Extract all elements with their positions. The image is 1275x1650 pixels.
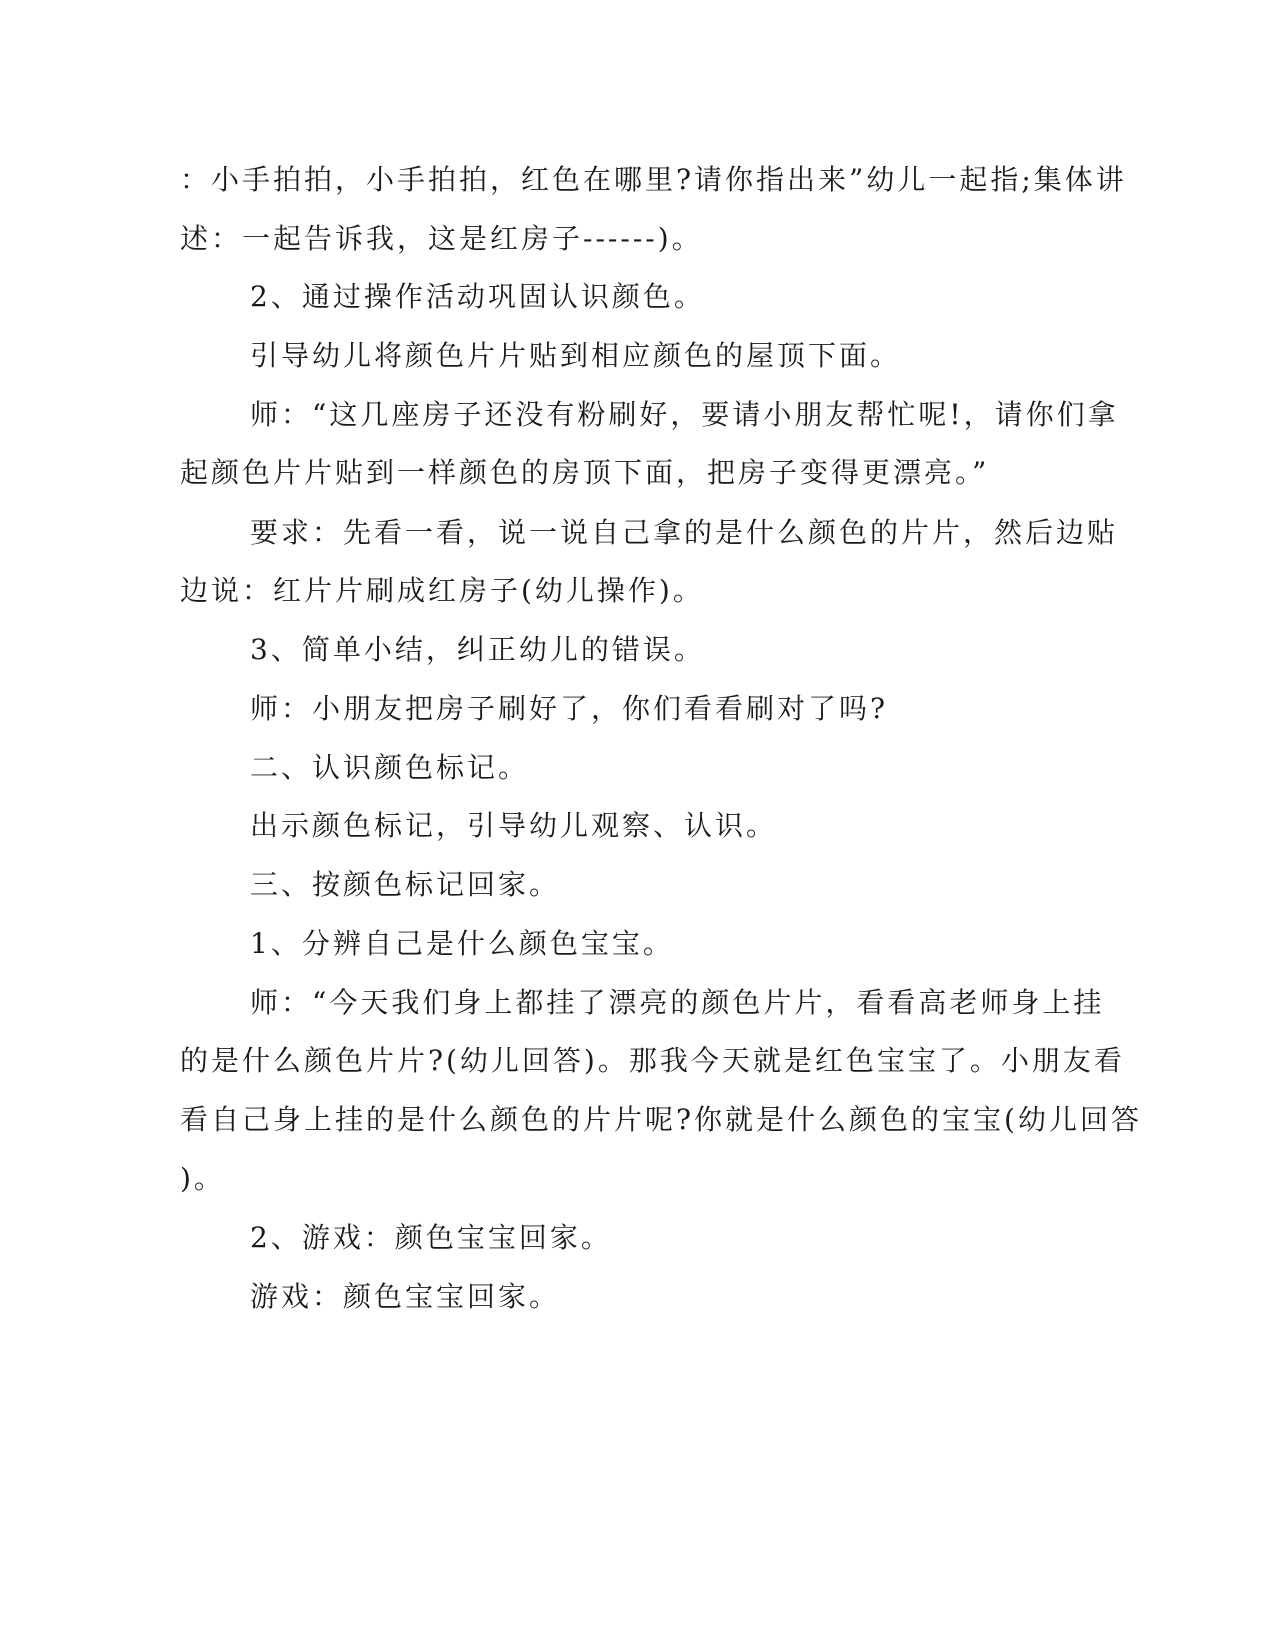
text-line: ：小手拍拍，小手拍拍，红色在哪里?请你指出来”幼儿一起指;集体讲 bbox=[180, 163, 1127, 196]
text-line: 游戏：颜色宝宝回家。 bbox=[250, 1280, 561, 1313]
text-line: 看自己身上挂的是什么颜色的片片呢?你就是什么颜色的宝宝(幼儿回答 bbox=[180, 1103, 1142, 1136]
text-line: 师：小朋友把房子刷好了，你们看看刷对了吗? bbox=[250, 692, 889, 725]
text-line: 出示颜色标记，引导幼儿观察、认识。 bbox=[250, 809, 778, 842]
text-line: 1、分辨自己是什么颜色宝宝。 bbox=[250, 927, 674, 960]
text-line: 三、按颜色标记回家。 bbox=[250, 868, 561, 901]
text-line: 起颜色片片贴到一样颜色的房顶下面，把房子变得更漂亮。” bbox=[180, 456, 990, 489]
text-line: 师：“今天我们身上都挂了漂亮的颜色片片，看看高老师身上挂 bbox=[250, 986, 1105, 1019]
text-line: 边说：红片片刷成红房子(幼儿操作)。 bbox=[180, 574, 704, 607]
text-line: 师：“这几座房子还没有粉刷好，要请小朋友帮忙呢!，请你们拿 bbox=[250, 398, 1119, 431]
text-line: )。 bbox=[180, 1162, 225, 1195]
text-line: 述：一起告诉我，这是红房子------)。 bbox=[180, 222, 703, 255]
text-line: 3、简单小结，纠正幼儿的错误。 bbox=[250, 633, 705, 666]
text-line: 2、游戏：颜色宝宝回家。 bbox=[250, 1221, 612, 1254]
text-line: 要求：先看一看，说一说自己拿的是什么颜色的片片，然后边贴 bbox=[250, 516, 1119, 549]
text-line: 2、通过操作活动巩固认识颜色。 bbox=[250, 280, 705, 313]
text-line: 引导幼儿将颜色片片贴到相应颜色的屋顶下面。 bbox=[250, 339, 902, 372]
text-line: 二、认识颜色标记。 bbox=[250, 751, 530, 784]
text-line: 的是什么颜色片片?(幼儿回答)。那我今天就是红色宝宝了。小朋友看 bbox=[180, 1044, 1125, 1077]
